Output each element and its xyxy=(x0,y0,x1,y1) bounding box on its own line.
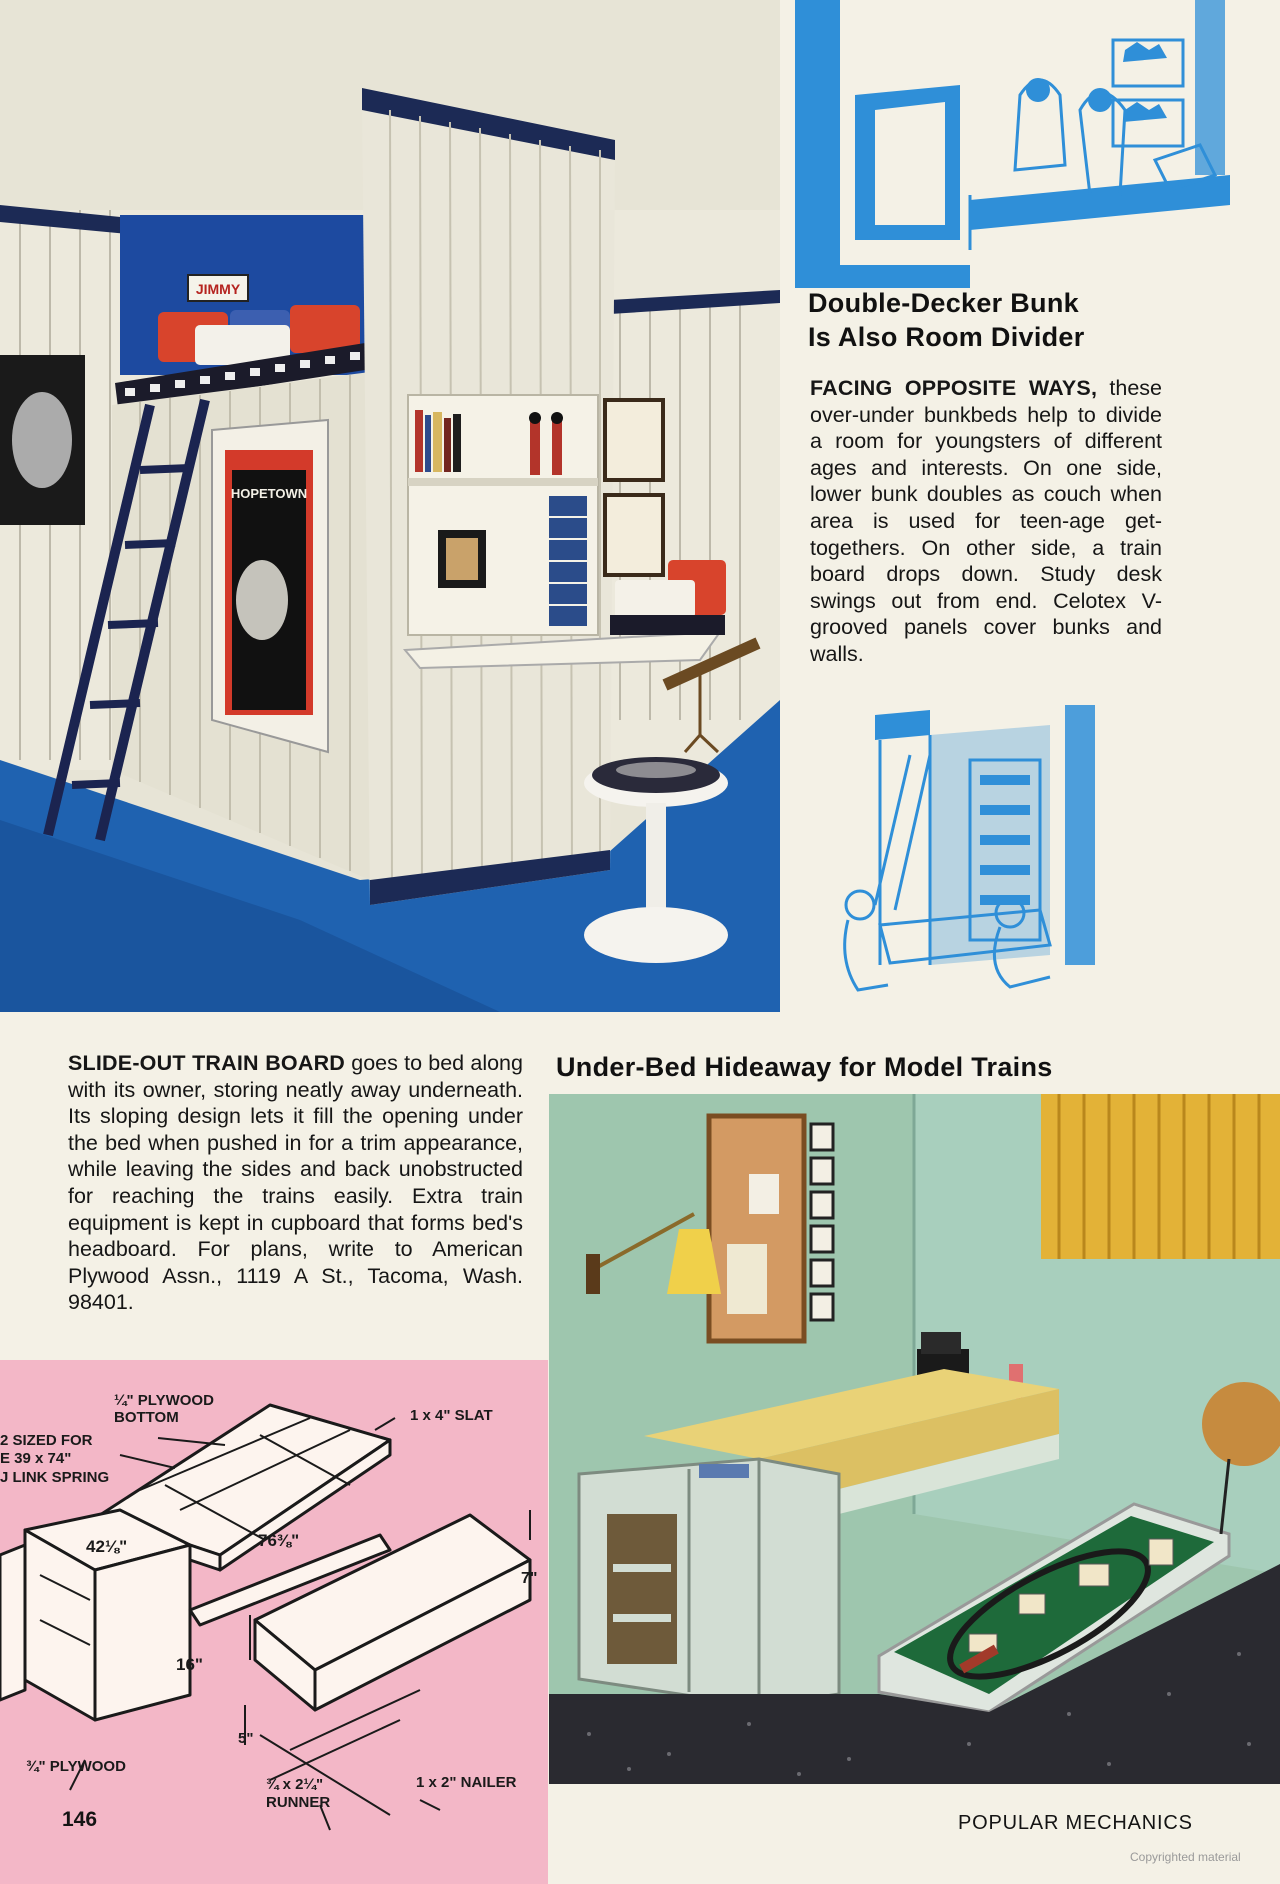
train-article-title: Under-Bed Hideaway for Model Trains xyxy=(556,1052,1053,1082)
label-plywood-bottom-1: ¼" PLYWOOD xyxy=(114,1392,214,1409)
label-dim-16: 16" xyxy=(176,1655,203,1674)
bunk-title-line-1: Double-Decker Bunk xyxy=(808,288,1079,318)
label-dim-5: 5" xyxy=(238,1730,254,1747)
label-dim-length: 76⅜" xyxy=(258,1531,300,1550)
magazine-name: POPULAR MECHANICS xyxy=(958,1812,1193,1834)
poster-text: HOPETOWN xyxy=(230,486,308,501)
label-sized-3: J LINK SPRING xyxy=(0,1469,110,1486)
bunk-title-line-2: Is Also Room Divider xyxy=(808,322,1085,352)
train-article-text: goes to bed along with its owner, storing neatly away underneath. Its sloping design lets it fill the opening under the bed when pushed in for a trim appearance, while leaving the sides and back unobstructed for reaching the trains easily. Extra train equipment is kept in cupboard that forms bed's headboard. For plans, write to American Plywood Assn., 1119 A St., Tacoma, Wash. 98401. xyxy=(68,1051,523,1315)
label-slat: 1 x 4" SLAT xyxy=(410,1407,493,1424)
train-board-photo xyxy=(549,1094,1280,1784)
construction-diagram xyxy=(0,1360,548,1884)
bunk-room-photo xyxy=(0,0,780,1012)
label-dim-width: 42⅛" xyxy=(86,1537,128,1556)
lounge-sketch-illustration xyxy=(795,0,1240,288)
label-runner-1: ¾ x 2¼" xyxy=(266,1776,324,1793)
label-nailer: 1 x 2" NAILER xyxy=(416,1774,517,1791)
copyright-notice: Copyrighted material xyxy=(1130,1850,1241,1864)
train-article-lead: SLIDE-OUT TRAIN BOARD xyxy=(68,1051,346,1075)
label-plywood-bottom-2: BOTTOM xyxy=(114,1409,179,1426)
bunk-article-body xyxy=(810,375,1162,668)
bunk-article-text: these over-under bunkbeds help to divide a room for youngsters of different ages and interests. On one side, lower bunk doubles as couch when area is used for teen-age get-togethers. On other side, a train board drops down. Study desk swings out from end. Celotex V-grooved panels cover bunks and walls. xyxy=(810,376,1162,666)
train-article-body xyxy=(68,1050,523,1316)
page-number: 146 xyxy=(62,1808,98,1831)
label-sized-2: E 39 x 74" xyxy=(0,1450,72,1467)
bunk-article-lead: FACING OPPOSITE WAYS, xyxy=(810,376,1098,400)
label-runner-2: RUNNER xyxy=(266,1794,331,1811)
bunk-article-title xyxy=(808,286,1248,354)
label-dim-height: 7" xyxy=(521,1570,538,1587)
train-board-sketch-illustration xyxy=(820,695,1140,1007)
label-sized-1: 2 SIZED FOR xyxy=(0,1432,93,1449)
nameplate-text: JIMMY xyxy=(195,281,241,297)
label-plywood-3-4: ¾" PLYWOOD xyxy=(26,1758,126,1775)
